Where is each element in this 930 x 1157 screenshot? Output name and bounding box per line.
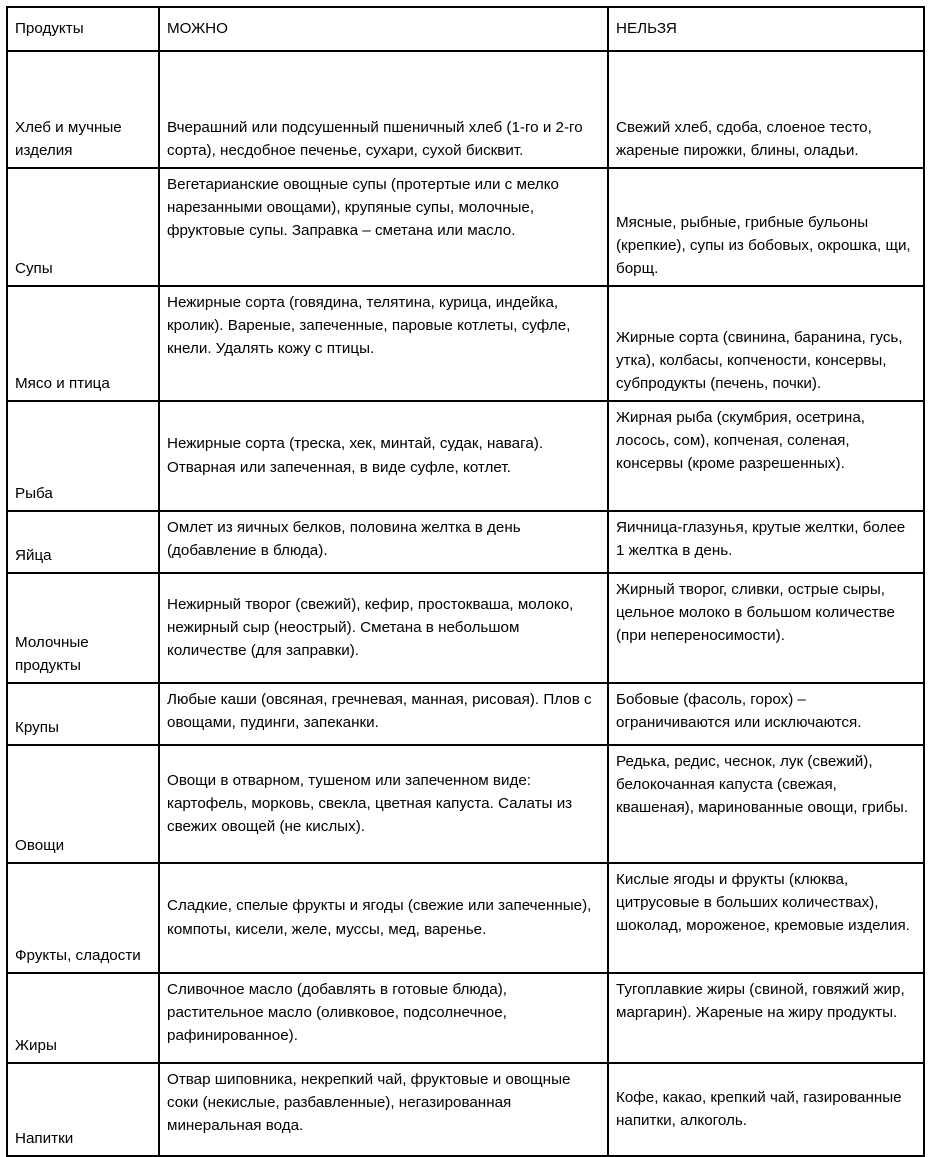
cell-forbidden: Кислые ягоды и фрукты (клюква, цитрусовые в больших количествах), шоколад, мороженое, кремовые изделия. — [608, 863, 924, 973]
cell-forbidden: Тугоплавкие жиры (свиной, говяжий жир, маргарин). Жареные на жиру продукты. — [608, 973, 924, 1063]
table-row — [7, 401, 924, 511]
diet-table — [6, 6, 925, 1157]
cell-category: Фрукты, сладости — [7, 863, 159, 973]
column-header-category: Продукты — [7, 7, 159, 51]
cell-forbidden: Жирная рыба (скумбрия, осетрина, лосось, сом), копченая, соленая, консервы (кроме разрешенных). — [608, 401, 924, 511]
cell-category: Рыба — [7, 401, 159, 511]
cell-forbidden: Редька, редис, чеснок, лук (свежий), белокочанная капуста (свежая, квашеная), маринованные овощи, грибы. — [608, 745, 924, 863]
table-row — [7, 511, 924, 573]
cell-category: Яйца — [7, 511, 159, 573]
cell-allowed: Нежирный творог (свежий), кефир, простокваша, молоко, нежирный сыр (неострый). Сметана в небольшом количестве (для заправки). — [159, 573, 608, 683]
table-header — [7, 7, 924, 51]
cell-category: Хлеб и мучные изделия — [7, 51, 159, 168]
cell-allowed: Нежирные сорта (говядина, телятина, курица, индейка, кролик). Вареные, запеченные, паровые котлеты, суфле, кнели. Удалять кожу с птицы. — [159, 286, 608, 401]
cell-allowed: Сливочное масло (добавлять в готовые блюда), растительное масло (оливковое, подсолнечное, рафинированное). — [159, 973, 608, 1063]
table-body — [7, 51, 924, 1156]
cell-forbidden: Мясные, рыбные, грибные бульоны (крепкие), супы из бобовых, окрошка, щи, борщ. — [608, 168, 924, 286]
cell-category: Овощи — [7, 745, 159, 863]
column-header-forbidden: НЕЛЬЗЯ — [608, 7, 924, 51]
cell-allowed: Нежирные сорта (треска, хек, минтай, судак, навага). Отварная или запеченная, в виде суфле, котлет. — [159, 401, 608, 511]
table-row — [7, 745, 924, 863]
cell-forbidden: Кофе, какао, крепкий чай, газированные напитки, алкоголь. — [608, 1063, 924, 1156]
cell-forbidden: Жирный творог, сливки, острые сыры, цельное молоко в большом количестве (при непереносимости). — [608, 573, 924, 683]
cell-category: Крупы — [7, 683, 159, 745]
cell-category: Молочные продукты — [7, 573, 159, 683]
cell-forbidden: Бобовые (фасоль, горох) – ограничиваются или исключаются. — [608, 683, 924, 745]
column-header-allowed: МОЖНО — [159, 7, 608, 51]
cell-forbidden: Свежий хлеб, сдоба, слоеное тесто, жареные пирожки, блины, оладьи. — [608, 51, 924, 168]
cell-allowed: Любые каши (овсяная, гречневая, манная, рисовая). Плов с овощами, пудинги, запеканки. — [159, 683, 608, 745]
cell-allowed: Овощи в отварном, тушеном или запеченном виде: картофель, морковь, свекла, цветная капуста. Салаты из свежих овощей (не кислых). — [159, 745, 608, 863]
table-row — [7, 286, 924, 401]
table-header-row — [7, 7, 924, 51]
table-row — [7, 973, 924, 1063]
table-row — [7, 51, 924, 168]
cell-category: Мясо и птица — [7, 286, 159, 401]
cell-allowed: Омлет из яичных белков, половина желтка в день (добавление в блюда). — [159, 511, 608, 573]
cell-allowed: Сладкие, спелые фрукты и ягоды (свежие или запеченные), компоты, кисели, желе, муссы, мед, варенье. — [159, 863, 608, 973]
cell-allowed: Вчерашний или подсушенный пшеничный хлеб (1-го и 2-го сорта), несдобное печенье, сухари, сухой бисквит. — [159, 51, 608, 168]
cell-allowed: Вегетарианские овощные супы (протертые или с мелко нарезанными овощами), крупяные супы, молочные, фруктовые супы. Заправка – сметана или масло. — [159, 168, 608, 286]
table-row — [7, 683, 924, 745]
cell-category: Супы — [7, 168, 159, 286]
cell-forbidden: Жирные сорта (свинина, баранина, гусь, утка), колбасы, копчености, консервы, субпродукты (печень, почки). — [608, 286, 924, 401]
table-row — [7, 863, 924, 973]
cell-allowed: Отвар шиповника, некрепкий чай, фруктовые и овощные соки (некислые, разбавленные), негазированная минеральная вода. — [159, 1063, 608, 1156]
table-row — [7, 573, 924, 683]
cell-category: Жиры — [7, 973, 159, 1063]
cell-category: Напитки — [7, 1063, 159, 1156]
table-row — [7, 1063, 924, 1156]
table-row — [7, 168, 924, 286]
cell-forbidden: Яичница-глазунья, крутые желтки, более 1 желтка в день. — [608, 511, 924, 573]
